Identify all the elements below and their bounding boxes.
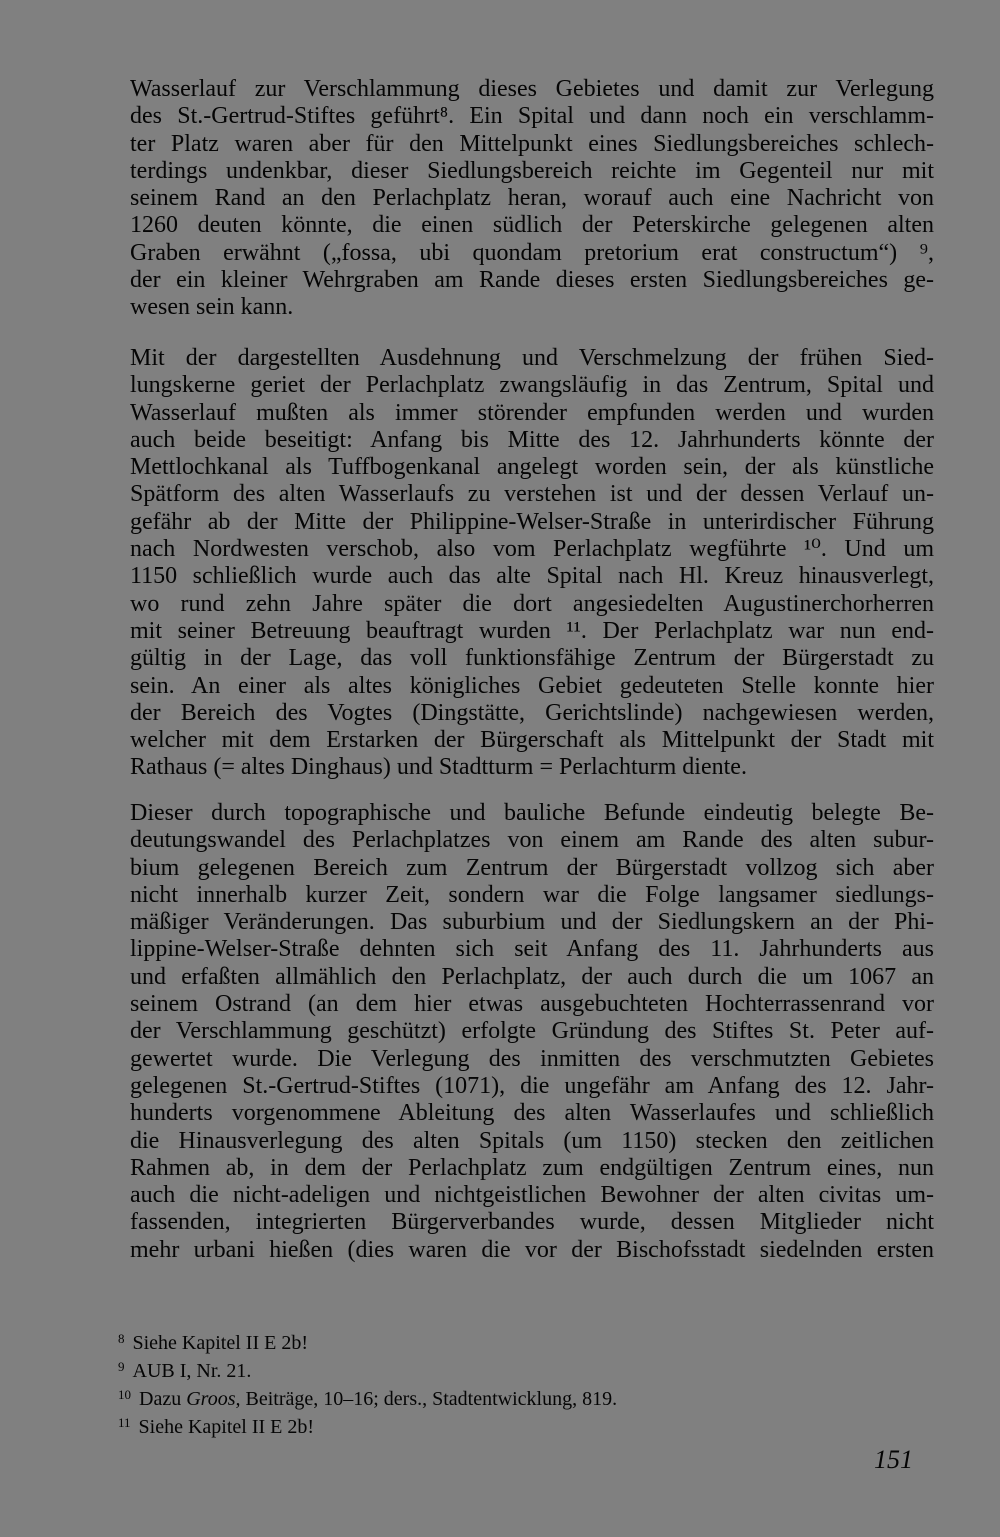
text-line: fassenden, integrierten Bürgerverbandes wurde, dessen Mitglieder nicht	[130, 1209, 934, 1236]
text-line: Rahmen ab, in dem der Perlachplatz zum endgültigen Zentrum eines, nun	[130, 1154, 934, 1181]
footnote-8	[118, 1327, 818, 1355]
text-line: der ein kleiner Wehrgraben am Rande dieses ersten Siedlungsbereiches ge-	[130, 267, 934, 294]
footnote-text: Dazu	[139, 1388, 187, 1410]
text-line: sein. An einer als altes königliches Gebiet gedeuteten Stelle konnte hier	[130, 672, 934, 699]
paragraph-2	[130, 345, 934, 782]
footnote-text: AUB I, Nr. 21.	[132, 1360, 252, 1382]
text-line: lungskerne geriet der Perlachplatz zwangsläufig in das Zentrum, Spital und	[130, 372, 934, 399]
text-line: wo rund zehn Jahre später die dort angesiedelten Augustinerchorherren	[130, 590, 934, 617]
text-line: Mit der dargestellten Ausdehnung und Verschmelzung der frühen Sied-	[130, 345, 934, 371]
footnote-text: Siehe Kapitel II E 2b!	[132, 1332, 308, 1354]
text-line: die Hinausverlegung des alten Spitals (um 1150) stecken den zeitlichen	[130, 1127, 934, 1154]
text-line: Wasserlauf zur Verschlammung dieses Gebietes und damit zur Verlegung	[130, 76, 934, 102]
footnote-number: 10	[118, 1387, 131, 1402]
text-line: welcher mit dem Erstarken der Bürgerschaft als Mittelpunkt der Stadt mit	[130, 727, 934, 754]
text-line: nach Nordwesten verschob, also vom Perlachplatz wegführte ¹⁰. Und um	[130, 536, 934, 563]
text-line: lippine-Welser-Straße dehnten sich seit Anfang des 11. Jahrhunderts aus	[130, 936, 934, 963]
footnotes	[118, 1327, 818, 1439]
text-line: 1260 deuten könnte, die einen südlich der Peterskirche gelegenen alten	[130, 212, 934, 239]
text-line: nicht innerhalb kurzer Zeit, sondern war die Folge langsamer siedlungs-	[130, 881, 934, 908]
text-line: terdings undenkbar, dieser Siedlungsbereich reichte im Gegenteil nur mit	[130, 157, 934, 184]
text-line: Wasserlauf mußten als immer störender empfunden werden und wurden	[130, 399, 934, 426]
footnote-author: Groos,	[186, 1388, 241, 1410]
text-line: seinem Rand an den Perlachplatz heran, worauf auch eine Nachricht von	[130, 185, 934, 212]
text-line: und erfaßten allmählich den Perlachplatz, der auch durch die um 1067 an	[130, 963, 934, 990]
footnote-number: 11	[118, 1415, 131, 1430]
paragraph-3	[130, 800, 934, 1264]
text-line: Mettlochkanal als Tuffbogenkanal angelegt worden sein, der als künstliche	[130, 454, 934, 481]
text-line: der Verschlammung geschützt) erfolgte Gründung des Stiftes St. Peter auf-	[130, 1018, 934, 1045]
text-line: wesen sein kann.	[130, 294, 294, 321]
text-line: gelegenen St.-Gertrud-Stiftes (1071), die ungefähr am Anfang des 12. Jahr-	[130, 1072, 934, 1099]
text-line: seinem Ostrand (an dem hier etwas ausgebuchteten Hochterrassenrand vor	[130, 991, 934, 1018]
text-line: auch die nicht-adeligen und nichtgeistlichen Bewohner der alten civitas um-	[130, 1182, 934, 1209]
text-line: mit seiner Betreuung beauftragt wurden ¹¹. Der Perlachplatz war nun end-	[130, 617, 934, 644]
text-line: hunderts vorgenommene Ableitung des alten Wasserlaufes und schließlich	[130, 1100, 934, 1127]
page-number: 151	[874, 1445, 913, 1474]
text-line: bium gelegenen Bereich zum Zentrum der Bürgerstadt vollzog sich aber	[130, 854, 934, 881]
text-line: gültig in der Lage, das voll funktionsfähige Zentrum der Bürgerstadt zu	[130, 645, 934, 672]
text-line: mehr urbani hießen (dies waren die vor der Bischofsstadt siedelnden ersten	[130, 1236, 934, 1263]
footnote-text: Siehe Kapitel II E 2b!	[138, 1416, 315, 1438]
text-line: Rathaus (= altes Dinghaus) und Stadtturm = Perlachturm diente.	[130, 754, 747, 781]
footnote-9	[118, 1355, 818, 1383]
text-line: des St.-Gertrud-Stiftes geführt⁸. Ein Spital und dann noch ein verschlamm-	[130, 103, 934, 130]
text-line: deutungswandel des Perlachplatzes von einem am Rande des alten subur-	[130, 827, 934, 854]
text-line: auch beide beseitigt: Anfang bis Mitte des 12. Jahrhunderts könnte der	[130, 426, 934, 453]
text-line: gewertet wurde. Die Verlegung des inmitten des verschmutzten Gebietes	[130, 1045, 934, 1072]
text-line: mäßiger Veränderungen. Das suburbium und der Siedlungskern an der Phi-	[130, 909, 934, 936]
text-line: Dieser durch topographische und bauliche Befunde eindeutig belegte Be-	[130, 800, 934, 826]
text-line: Graben erwähnt („fossa, ubi quondam pretorium erat constructum“) ⁹,	[130, 239, 934, 266]
footnote-11	[118, 1411, 818, 1439]
text-line: ter Platz waren aber für den Mittelpunkt eines Siedlungsbereiches schlech-	[130, 130, 934, 157]
text-line: der Bereich des Vogtes (Dingstätte, Gerichtslinde) nachgewiesen werden,	[130, 699, 934, 726]
text-line: Spätform des alten Wasserlaufs zu verstehen ist und der dessen Verlauf un-	[130, 481, 934, 508]
footnote-number: 9	[118, 1359, 125, 1374]
text-line: 1150 schließlich wurde auch das alte Spital nach Hl. Kreuz hinausverlegt,	[130, 563, 934, 590]
text-line: gefähr ab der Mitte der Philippine-Welser-Straße in unterirdischer Führung	[130, 508, 934, 535]
footnote-number: 8	[118, 1331, 125, 1346]
footnote-10	[118, 1383, 818, 1411]
footnote-text: Beiträge, 10–16; ders., Stadtentwicklung, 819.	[240, 1388, 618, 1410]
paragraph-1	[130, 76, 934, 322]
